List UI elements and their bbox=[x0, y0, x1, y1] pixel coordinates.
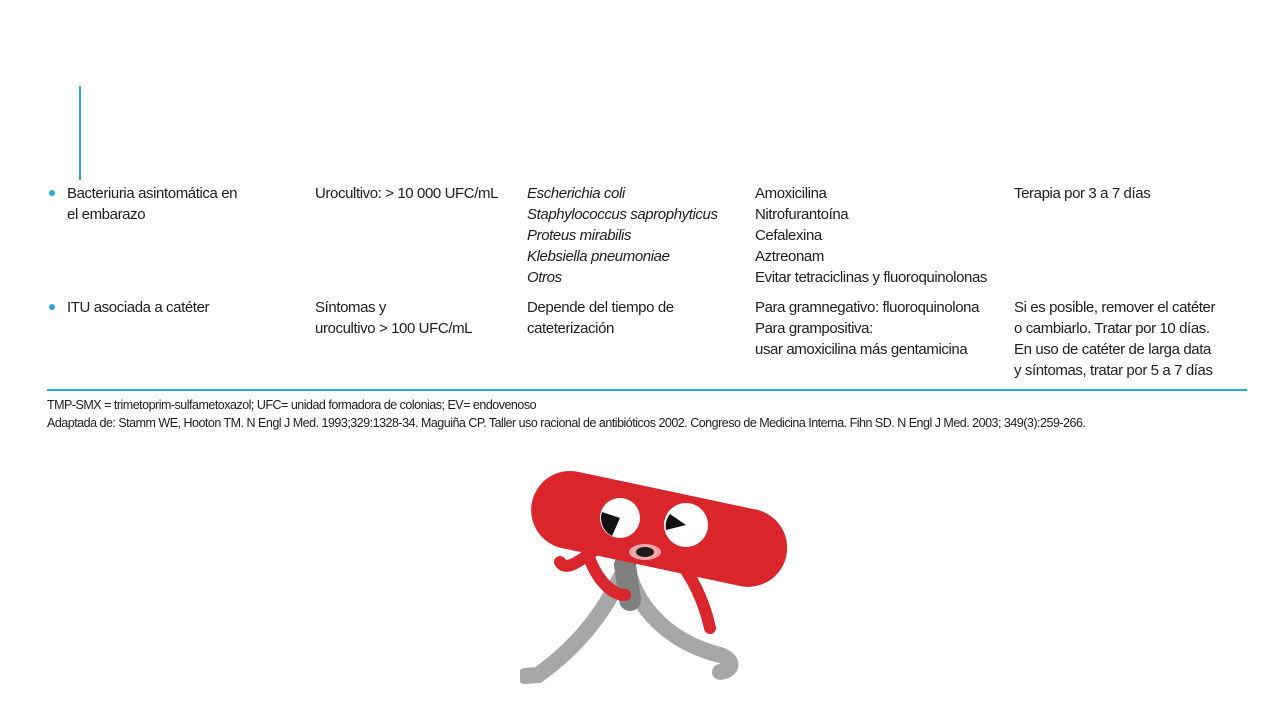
organism-line: Staphylococcus saprophyticus bbox=[527, 206, 718, 223]
treatment-line: Amoxicilina bbox=[755, 185, 827, 202]
condition-cell bbox=[67, 183, 237, 225]
duration-line: Si es posible, remover el catéter bbox=[1014, 299, 1216, 316]
diagnosis-cell bbox=[315, 297, 472, 339]
footnote-abbreviations: TMP-SMX = trimetoprim-sulfametoxazol; UFC= unidad formadora de colonias; EV= endovenoso bbox=[47, 398, 537, 412]
organism-line: Proteus mirabilis bbox=[527, 227, 632, 244]
organism-line: cateterización bbox=[527, 320, 614, 337]
condition-line: el embarazo bbox=[67, 206, 146, 223]
diagnosis-line: Síntomas y bbox=[315, 299, 387, 316]
treatment-line: Cefalexina bbox=[755, 227, 822, 244]
treatment-line: Aztreonam bbox=[755, 248, 824, 265]
diagnosis-cell bbox=[315, 183, 498, 204]
diagnosis-line: urocultivo > 100 UFC/mL bbox=[315, 320, 473, 337]
organism-line: Depende del tiempo de bbox=[527, 299, 674, 316]
bullet-icon bbox=[49, 304, 55, 310]
accent-vertical-line bbox=[79, 86, 81, 180]
duration-line: o cambiarlo. Tratar por 10 días. bbox=[1014, 320, 1210, 337]
organism-line: Escherichia coli bbox=[527, 185, 625, 202]
duration-line: En uso de catéter de larga data bbox=[1014, 341, 1211, 358]
condition-line: ITU asociada a catéter bbox=[67, 299, 210, 316]
duration-cell bbox=[1014, 297, 1215, 381]
condition-cell bbox=[67, 297, 209, 318]
pill-character-icon bbox=[520, 470, 800, 690]
bullet-icon bbox=[49, 190, 55, 196]
treatment-line: Nitrofurantoína bbox=[755, 206, 849, 223]
duration-line: y síntomas, tratar por 5 a 7 días bbox=[1014, 362, 1213, 379]
table-bottom-rule bbox=[47, 389, 1247, 391]
organism-line: Otros bbox=[527, 269, 562, 286]
treatment-line: Para gramnegativo: fluoroquinolona bbox=[755, 299, 980, 316]
duration-cell bbox=[1014, 183, 1150, 204]
treatment-cell bbox=[755, 297, 979, 360]
treatment-line: usar amoxicilina más gentamicina bbox=[755, 341, 968, 358]
diagnosis-line: Urocultivo: > 10 000 UFC/mL bbox=[315, 185, 499, 202]
treatment-line: Para grampositiva: bbox=[755, 320, 873, 337]
organism-line: Klebsiella pneumoniae bbox=[527, 248, 670, 265]
footnote-source: Adaptada de: Stamm WE, Hooton TM. N Engl J Med. 1993;329:1328-34. Maguiña CP. Taller uso racional de antibióticos 2002. Congreso de Medicina Interna. Fihn SD. N Engl J Med. 2003; 349(3):259-266. bbox=[47, 416, 1086, 430]
organisms-cell bbox=[527, 183, 718, 288]
condition-line: Bacteriuria asintomática en bbox=[67, 185, 238, 202]
treatment-line: Evitar tetraciclinas y fluoroquinolonas bbox=[755, 269, 988, 286]
duration-line: Terapia por 3 a 7 días bbox=[1014, 185, 1151, 202]
organisms-cell bbox=[527, 297, 674, 339]
treatment-cell bbox=[755, 183, 987, 288]
